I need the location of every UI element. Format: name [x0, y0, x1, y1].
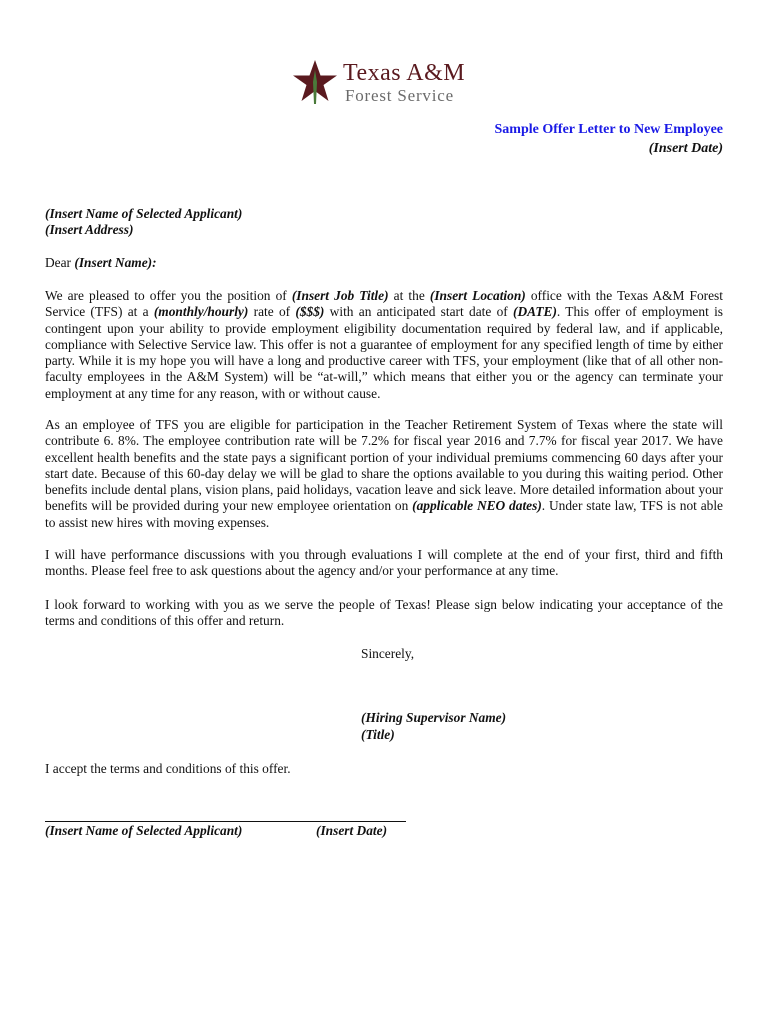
p1-location: (Insert Location)	[429, 288, 526, 303]
paragraph-offer	[45, 288, 723, 402]
recipient-name: (Insert Name of Selected Applicant)	[45, 206, 243, 221]
p1-text-2: at the	[388, 288, 430, 303]
letter-title: Sample Offer Letter to New Employee	[494, 122, 723, 137]
p2-text-1: As an employee of TFS you are eligible for participation in the Teacher Retirement System of Texas where the state will contribute 6. 8%. The employee contribution rate will be 7.2% for fiscal year 2016 and 7.7% for fiscal year 2017. We have excellent health benefits and the state pays a significant portion of your individual premiums commencing 60 days after your start date. Because of this 60-day delay we will be glad to share the options available to you during this waiting period. Other benefits include dental plans, vision plans, paid holidays, vacation leave and sick leave. More detailed information about your benefits will be provided during your new employee orientation on	[45, 417, 723, 514]
p1-text-5: with an anticipated start date of	[324, 304, 514, 320]
paragraph-performance: I will have performance discussions with you through evaluations I will complete at the end of your first, third and fifth months. Please feel free to ask questions about the agency and/or your performance at any time.	[45, 547, 723, 579]
salutation-name: (Insert Name):	[74, 255, 157, 270]
letter-date: (Insert Date)	[648, 141, 723, 156]
p1-text-1: We are pleased to offer you the position of	[45, 288, 292, 303]
p1-text-3: office with the Texas A&M Forest Service (TFS) at a	[45, 288, 723, 320]
p1-rate-type: (monthly/hourly)	[153, 304, 249, 320]
p2-neo-dates: (applicable NEO dates)	[412, 498, 542, 514]
supervisor-name: (Hiring Supervisor Name)	[361, 710, 507, 725]
supervisor-title: (Title)	[361, 727, 395, 742]
paragraph-closing: I look forward to working with you as we serve the people of Texas! Please sign below indicating your acceptance of the terms and conditions of this offer and return.	[45, 597, 723, 629]
texas-am-forest-service-logo	[292, 58, 482, 108]
p2-text-2: . Under state law, TFS is not able to assist new hires with moving expenses.	[45, 498, 724, 530]
logo-line2: Forest Service	[345, 86, 454, 105]
salutation-prefix: Dear	[45, 255, 75, 270]
signature-line	[45, 821, 406, 822]
logo-line1: Texas A&M	[343, 60, 466, 86]
star-tree-icon	[292, 58, 338, 106]
applicant-signature-label: (Insert Name of Selected Applicant)	[45, 823, 243, 838]
p1-text-4: rate of	[248, 304, 296, 320]
salutation	[45, 255, 725, 271]
sincerely: Sincerely,	[361, 646, 415, 661]
p1-text-6: . This offer of employment is contingent upon your ability to provide employment eligibility documentation required by federal law, and if applicable, compliance with Selective Service law. This offer is not a guarantee of employment for any specified length of time by either party. While it is my hope you will have a long and productive career with TFS, your employment (like that of all other non-faculty employees in the A&M System) will be “at-will,” which means that either you or the agency can terminate your employment at any time for any reason, with or without cause.	[45, 304, 723, 401]
p1-start-date: (DATE)	[513, 304, 557, 320]
p1-job-title: (Insert Job Title)	[291, 288, 389, 303]
acceptance-statement: I accept the terms and conditions of this offer.	[45, 761, 291, 776]
recipient-address: (Insert Address)	[45, 222, 134, 237]
p1-amount: ($$$)	[295, 304, 325, 320]
acceptance-date-label: (Insert Date)	[316, 823, 388, 838]
paragraph-benefits	[45, 417, 723, 531]
